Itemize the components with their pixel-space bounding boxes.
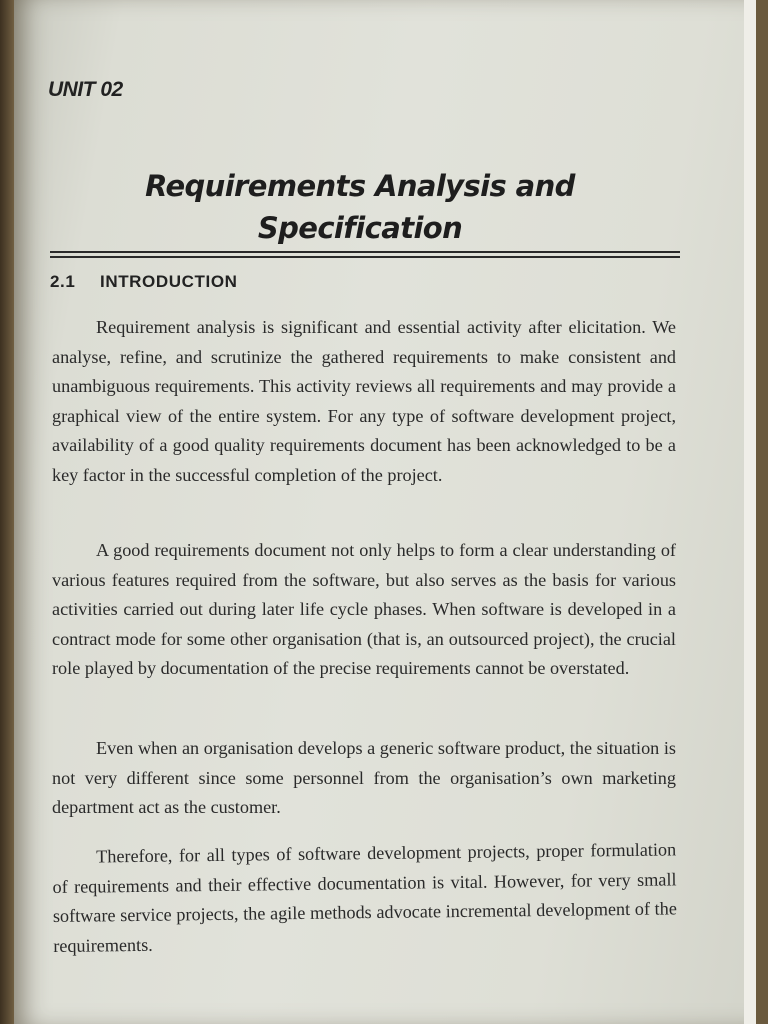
paragraph-2: A good requirements document not only helps to form a clear understanding of various features required from the software, but also serves as the basis for various activities carried out during later life cycle phases. When software is developed in a contract mode for some other organisation (that is, an outsourced project), the crucial role played by documentation of the precise requirements cannot be overstated.: [52, 540, 676, 678]
title-double-rule: [50, 251, 680, 258]
chapter-title-line-1: Requirements Analysis and: [145, 169, 575, 203]
section-heading: [50, 272, 238, 292]
paragraph-3: Even when an organisation develops a generic software product, the situation is not very different since some personnel from the organisation’s own marketing department act as the customer.: [52, 738, 676, 817]
paragraph-4: Therefore, for all types of software development projects, proper formulation of requirements and their effective documentation is vital. However, for very small software service projects, the agile methods advocate incremental development of the requirements.: [52, 839, 677, 956]
page-edge: [744, 0, 756, 1024]
unit-label: UNIT 02: [48, 78, 123, 101]
chapter-title-line-2: Specification: [257, 211, 463, 245]
chapter-title: [100, 165, 620, 249]
section-title: INTRODUCTION: [100, 272, 238, 291]
section-number: 2.1: [50, 272, 76, 291]
paragraph-1: Requirement analysis is significant and essential activity after elicitation. We analyse, refine, and scrutinize the gathered requirements to make consistent and unambiguous requirements. This activity reviews all requirements and may provide a graphical view of the entire system. For any type of software development project, availability of a good quality requirements document has been acknowledged to be a key factor in the successful completion of the project.: [52, 317, 676, 485]
